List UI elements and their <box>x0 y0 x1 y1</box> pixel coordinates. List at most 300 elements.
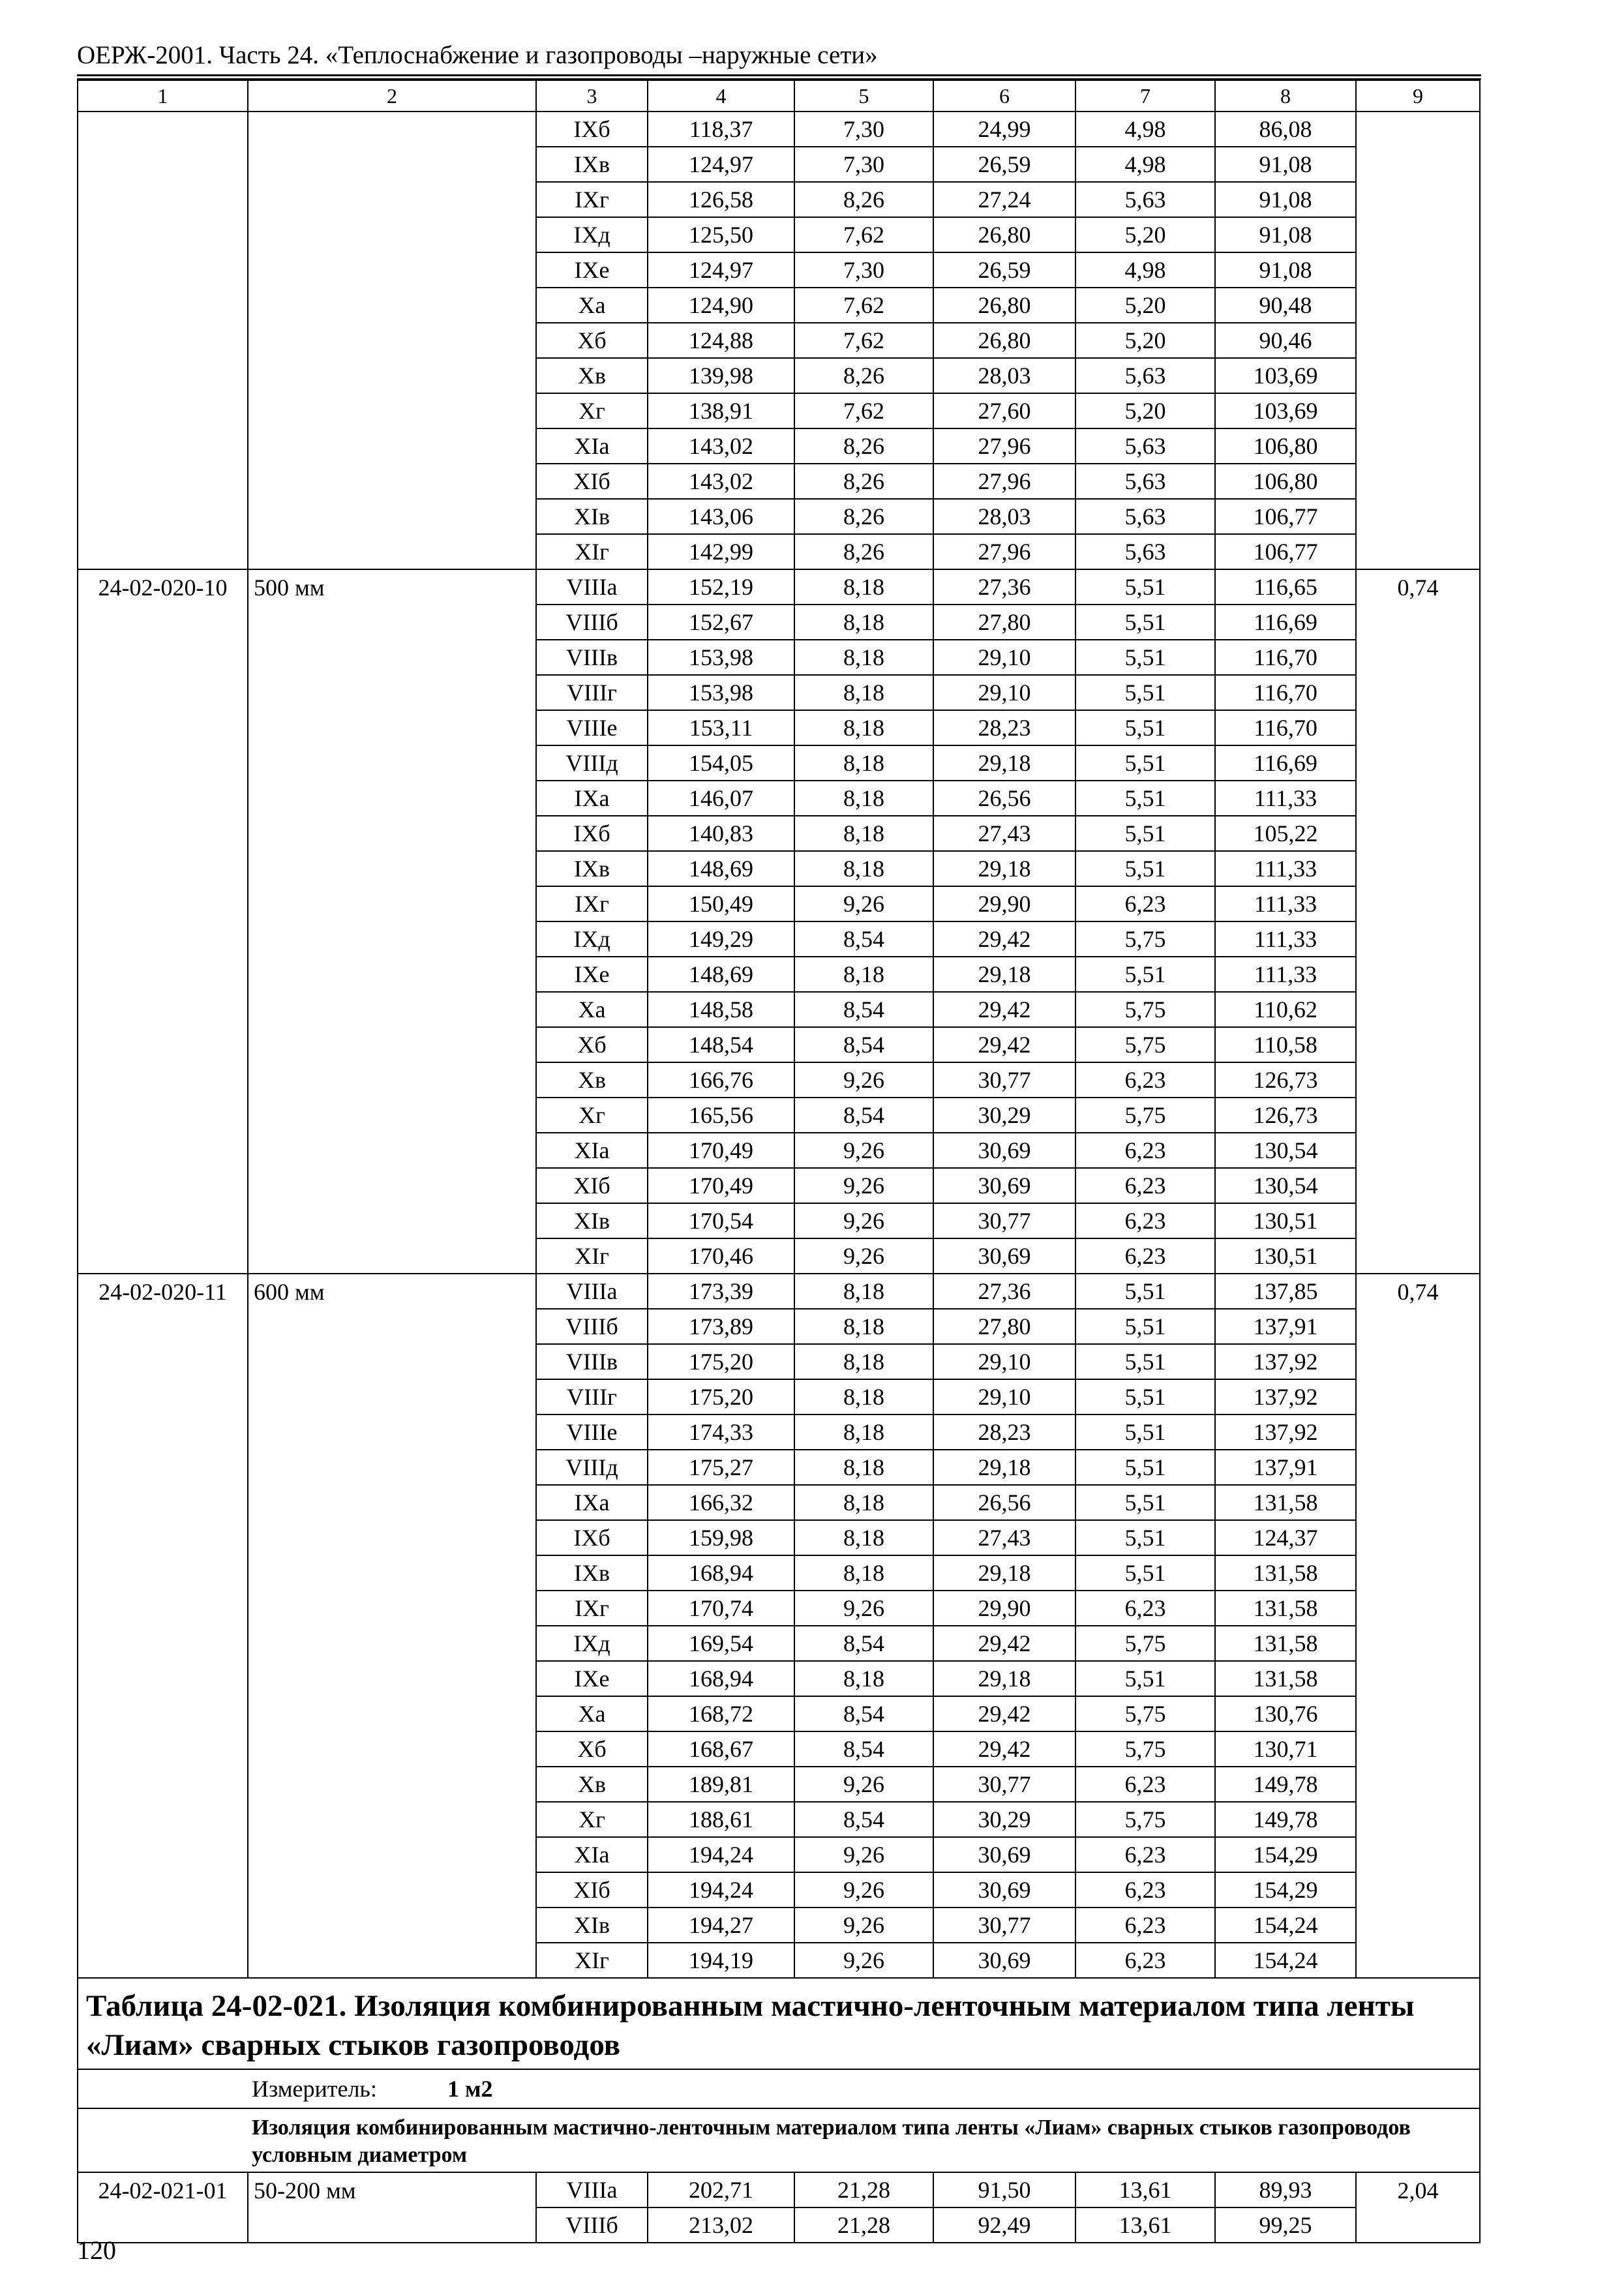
machinery-cell: 27,96 <box>933 464 1075 499</box>
wages-cell: 7,62 <box>794 323 933 358</box>
machinery-cell: 29,10 <box>933 1379 1075 1414</box>
materials-cell: 91,08 <box>1215 217 1356 252</box>
zone-cell: IXд <box>536 1626 648 1661</box>
rates-table-body <box>78 80 1480 2243</box>
machinery-cell: 29,42 <box>933 1626 1075 1661</box>
column-numbers-row <box>78 80 1480 112</box>
item-code-cell: 24-02-020-11 <box>78 1274 248 1978</box>
machinery-cell: 30,77 <box>933 1767 1075 1802</box>
wages-cell: 8,18 <box>794 1379 933 1414</box>
materials-cell: 111,33 <box>1215 921 1356 957</box>
materials-cell: 116,69 <box>1215 745 1356 781</box>
machinery-cell: 29,90 <box>933 886 1075 921</box>
materials-cell: 111,33 <box>1215 886 1356 921</box>
machinery-cell: 29,42 <box>933 1731 1075 1767</box>
materials-cell: 91,08 <box>1215 252 1356 288</box>
total-cost-cell: 194,27 <box>648 1908 794 1943</box>
zone-cell: Xa <box>536 288 648 323</box>
total-cost-cell: 166,76 <box>648 1062 794 1098</box>
norm-cell <box>1356 112 1480 569</box>
zone-cell: VIIIе <box>536 1414 648 1450</box>
zone-cell: Xa <box>536 992 648 1027</box>
total-cost-cell: 139,98 <box>648 358 794 393</box>
wages-cell: 9,26 <box>794 1908 933 1943</box>
wages-cell: 8,18 <box>794 1661 933 1696</box>
materials-cell: 137,92 <box>1215 1344 1356 1379</box>
total-cost-cell: 138,91 <box>648 393 794 428</box>
zone-cell: XIг <box>536 1943 648 1978</box>
materials-cell: 91,08 <box>1215 147 1356 182</box>
machinery-cell: 29,90 <box>933 1591 1075 1626</box>
zone-cell: VIIIд <box>536 745 648 781</box>
machinery-cell: 29,18 <box>933 851 1075 886</box>
measure-row <box>78 2069 1480 2108</box>
materials-cell: 137,85 <box>1215 1274 1356 1309</box>
wages-cell: 8,54 <box>794 1696 933 1731</box>
total-cost-cell: 124,88 <box>648 323 794 358</box>
machinery-cell: 28,03 <box>933 358 1075 393</box>
zone-cell: Xг <box>536 1802 648 1837</box>
operator-wages-cell: 5,51 <box>1075 1379 1215 1414</box>
total-cost-cell: 174,33 <box>648 1414 794 1450</box>
operator-wages-cell: 5,51 <box>1075 1555 1215 1591</box>
operator-wages-cell: 5,63 <box>1075 428 1215 464</box>
wages-cell: 8,54 <box>794 992 933 1027</box>
wages-cell: 8,18 <box>794 569 933 605</box>
wages-cell: 9,26 <box>794 1837 933 1872</box>
machinery-cell: 27,80 <box>933 605 1075 640</box>
materials-cell: 130,76 <box>1215 1696 1356 1731</box>
machinery-cell: 29,10 <box>933 675 1075 710</box>
total-cost-cell: 202,71 <box>648 2172 794 2207</box>
column-number: 3 <box>536 80 648 112</box>
section-title: Таблица 24-02-021. Изоляция комбинированным мастично-ленточным материалом типа ленты «Лиам» сварных стыков газопроводов <box>78 1978 1480 2069</box>
table-row <box>78 2172 1480 2207</box>
wages-cell: 8,18 <box>794 816 933 851</box>
diameter-cell <box>248 112 536 569</box>
materials-cell: 130,71 <box>1215 1731 1356 1767</box>
operator-wages-cell: 5,51 <box>1075 745 1215 781</box>
zone-cell: IXд <box>536 921 648 957</box>
materials-cell: 149,78 <box>1215 1767 1356 1802</box>
zone-cell: Xб <box>536 1731 648 1767</box>
machinery-cell: 27,60 <box>933 393 1075 428</box>
operator-wages-cell: 6,23 <box>1075 1767 1215 1802</box>
total-cost-cell: 140,83 <box>648 816 794 851</box>
wages-cell: 8,18 <box>794 957 933 992</box>
machinery-cell: 29,10 <box>933 640 1075 675</box>
total-cost-cell: 143,02 <box>648 464 794 499</box>
wages-cell: 8,54 <box>794 921 933 957</box>
total-cost-cell: 170,54 <box>648 1203 794 1238</box>
materials-cell: 137,91 <box>1215 1309 1356 1344</box>
wages-cell: 8,26 <box>794 182 933 217</box>
machinery-cell: 26,80 <box>933 288 1075 323</box>
materials-cell: 131,58 <box>1215 1591 1356 1626</box>
total-cost-cell: 168,94 <box>648 1661 794 1696</box>
wages-cell: 7,30 <box>794 147 933 182</box>
materials-cell: 124,37 <box>1215 1520 1356 1555</box>
total-cost-cell: 168,94 <box>648 1555 794 1591</box>
total-cost-cell: 194,24 <box>648 1872 794 1908</box>
zone-cell: IXг <box>536 182 648 217</box>
operator-wages-cell: 6,23 <box>1075 1133 1215 1168</box>
materials-cell: 90,48 <box>1215 288 1356 323</box>
operator-wages-cell: 5,51 <box>1075 640 1215 675</box>
materials-cell: 105,22 <box>1215 816 1356 851</box>
zone-cell: IXе <box>536 957 648 992</box>
zone-cell: XIa <box>536 428 648 464</box>
column-number: 5 <box>794 80 933 112</box>
total-cost-cell: 175,20 <box>648 1344 794 1379</box>
zone-cell: IXе <box>536 252 648 288</box>
total-cost-cell: 189,81 <box>648 1767 794 1802</box>
machinery-cell: 27,43 <box>933 1520 1075 1555</box>
machinery-cell: 30,29 <box>933 1098 1075 1133</box>
materials-cell: 106,80 <box>1215 464 1356 499</box>
total-cost-cell: 152,19 <box>648 569 794 605</box>
materials-cell: 110,58 <box>1215 1027 1356 1062</box>
wages-cell: 8,54 <box>794 1098 933 1133</box>
operator-wages-cell: 5,51 <box>1075 1414 1215 1450</box>
materials-cell: 103,69 <box>1215 393 1356 428</box>
total-cost-cell: 148,69 <box>648 851 794 886</box>
machinery-cell: 28,23 <box>933 1414 1075 1450</box>
zone-cell: XIв <box>536 1203 648 1238</box>
materials-cell: 130,54 <box>1215 1168 1356 1203</box>
column-number: 2 <box>248 80 536 112</box>
wages-cell: 8,26 <box>794 428 933 464</box>
zone-cell: Xб <box>536 323 648 358</box>
operator-wages-cell: 5,51 <box>1075 675 1215 710</box>
machinery-cell: 29,10 <box>933 1344 1075 1379</box>
wages-cell: 8,18 <box>794 640 933 675</box>
total-cost-cell: 168,72 <box>648 1696 794 1731</box>
total-cost-cell: 143,06 <box>648 499 794 534</box>
zone-cell: Xa <box>536 1696 648 1731</box>
total-cost-cell: 153,98 <box>648 640 794 675</box>
item-code-cell: 24-02-020-10 <box>78 569 248 1274</box>
machinery-cell: 29,18 <box>933 1450 1075 1485</box>
total-cost-cell: 148,58 <box>648 992 794 1027</box>
operator-wages-cell: 5,63 <box>1075 499 1215 534</box>
total-cost-cell: 175,20 <box>648 1379 794 1414</box>
materials-cell: 103,69 <box>1215 358 1356 393</box>
zone-cell: IXв <box>536 147 648 182</box>
wages-cell: 8,18 <box>794 1344 933 1379</box>
total-cost-cell: 124,97 <box>648 252 794 288</box>
zone-cell: IXв <box>536 1555 648 1591</box>
total-cost-cell: 170,46 <box>648 1238 794 1274</box>
zone-cell: Xг <box>536 393 648 428</box>
zone-cell: VIIIa <box>536 1274 648 1309</box>
table-row <box>78 569 1480 605</box>
materials-cell: 137,92 <box>1215 1414 1356 1450</box>
measure-label: Измеритель: <box>252 2076 377 2102</box>
wages-cell: 9,26 <box>794 1943 933 1978</box>
machinery-cell: 29,42 <box>933 1027 1075 1062</box>
total-cost-cell: 170,74 <box>648 1591 794 1626</box>
materials-cell: 130,51 <box>1215 1203 1356 1238</box>
materials-cell: 91,08 <box>1215 182 1356 217</box>
zone-cell: XIa <box>536 1837 648 1872</box>
total-cost-cell: 165,56 <box>648 1098 794 1133</box>
table-row <box>78 112 1480 147</box>
wages-cell: 8,18 <box>794 1450 933 1485</box>
operator-wages-cell: 4,98 <box>1075 112 1215 147</box>
zone-cell: VIIIa <box>536 569 648 605</box>
total-cost-cell: 125,50 <box>648 217 794 252</box>
zone-cell: XIв <box>536 499 648 534</box>
wages-cell: 21,28 <box>794 2207 933 2243</box>
zone-cell: VIIIб <box>536 1309 648 1344</box>
operator-wages-cell: 5,51 <box>1075 816 1215 851</box>
materials-cell: 106,80 <box>1215 428 1356 464</box>
operator-wages-cell: 6,23 <box>1075 1591 1215 1626</box>
wages-cell: 9,26 <box>794 1133 933 1168</box>
total-cost-cell: 150,49 <box>648 886 794 921</box>
wages-cell: 8,18 <box>794 781 933 816</box>
zone-cell: IXб <box>536 1520 648 1555</box>
materials-cell: 154,24 <box>1215 1943 1356 1978</box>
column-number: 8 <box>1215 80 1356 112</box>
operator-wages-cell: 13,61 <box>1075 2207 1215 2243</box>
wages-cell: 7,62 <box>794 393 933 428</box>
total-cost-cell: 170,49 <box>648 1133 794 1168</box>
operator-wages-cell: 6,23 <box>1075 1872 1215 1908</box>
operator-wages-cell: 5,75 <box>1075 1696 1215 1731</box>
zone-cell: XIa <box>536 1133 648 1168</box>
total-cost-cell: 166,32 <box>648 1485 794 1520</box>
wages-cell: 8,18 <box>794 1274 933 1309</box>
operator-wages-cell: 4,98 <box>1075 147 1215 182</box>
zone-cell: XIб <box>536 1168 648 1203</box>
operator-wages-cell: 6,23 <box>1075 1062 1215 1098</box>
wages-cell: 8,26 <box>794 358 933 393</box>
column-number: 4 <box>648 80 794 112</box>
zone-cell: VIIIб <box>536 2207 648 2243</box>
section-title-row <box>78 1978 1480 2069</box>
materials-cell: 86,08 <box>1215 112 1356 147</box>
operator-wages-cell: 5,51 <box>1075 605 1215 640</box>
zone-cell: VIIIб <box>536 605 648 640</box>
operator-wages-cell: 5,63 <box>1075 182 1215 217</box>
wages-cell: 8,26 <box>794 499 933 534</box>
total-cost-cell: 175,27 <box>648 1450 794 1485</box>
operator-wages-cell: 5,20 <box>1075 323 1215 358</box>
materials-cell: 106,77 <box>1215 534 1356 569</box>
diameter-cell: 50-200 мм <box>248 2172 536 2243</box>
machinery-cell: 26,56 <box>933 1485 1075 1520</box>
materials-cell: 137,92 <box>1215 1379 1356 1414</box>
zone-cell: IXa <box>536 1485 648 1520</box>
operator-wages-cell: 5,51 <box>1075 1661 1215 1696</box>
operator-wages-cell: 5,75 <box>1075 1731 1215 1767</box>
operator-wages-cell: 5,75 <box>1075 992 1215 1027</box>
wages-cell: 9,26 <box>794 1767 933 1802</box>
operator-wages-cell: 5,51 <box>1075 851 1215 886</box>
wages-cell: 8,54 <box>794 1802 933 1837</box>
machinery-cell: 26,59 <box>933 252 1075 288</box>
measure-cell <box>78 2069 1480 2108</box>
machinery-cell: 30,69 <box>933 1238 1075 1274</box>
zone-cell: VIIIг <box>536 1379 648 1414</box>
wages-cell: 8,18 <box>794 1414 933 1450</box>
operator-wages-cell: 5,20 <box>1075 288 1215 323</box>
wages-cell: 9,26 <box>794 1591 933 1626</box>
materials-cell: 116,70 <box>1215 710 1356 745</box>
zone-cell: Xв <box>536 1062 648 1098</box>
wages-cell: 8,54 <box>794 1731 933 1767</box>
total-cost-cell: 173,39 <box>648 1274 794 1309</box>
machinery-cell: 30,69 <box>933 1943 1075 1978</box>
materials-cell: 131,58 <box>1215 1555 1356 1591</box>
total-cost-cell: 188,61 <box>648 1802 794 1837</box>
machinery-cell: 27,96 <box>933 534 1075 569</box>
zone-cell: Xб <box>536 1027 648 1062</box>
wages-cell: 9,26 <box>794 1203 933 1238</box>
machinery-cell: 92,49 <box>933 2207 1075 2243</box>
materials-cell: 110,62 <box>1215 992 1356 1027</box>
machinery-cell: 26,59 <box>933 147 1075 182</box>
zone-cell: XIв <box>536 1908 648 1943</box>
zone-cell: VIIIв <box>536 1344 648 1379</box>
wages-cell: 8,26 <box>794 534 933 569</box>
total-cost-cell: 148,54 <box>648 1027 794 1062</box>
machinery-cell: 30,29 <box>933 1802 1075 1837</box>
operator-wages-cell: 5,51 <box>1075 1520 1215 1555</box>
materials-cell: 116,65 <box>1215 569 1356 605</box>
total-cost-cell: 153,98 <box>648 675 794 710</box>
operator-wages-cell: 6,23 <box>1075 1908 1215 1943</box>
total-cost-cell: 126,58 <box>648 182 794 217</box>
zone-cell: IXa <box>536 781 648 816</box>
total-cost-cell: 152,67 <box>648 605 794 640</box>
machinery-cell: 27,43 <box>933 816 1075 851</box>
section-description: Изоляция комбинированным мастично-ленточным материалом типа ленты «Лиам» сварных стыков газопроводов условным диаметром <box>78 2108 1480 2172</box>
machinery-cell: 29,18 <box>933 1555 1075 1591</box>
header-rule <box>77 74 1481 76</box>
zone-cell: IXе <box>536 1661 648 1696</box>
operator-wages-cell: 5,63 <box>1075 358 1215 393</box>
machinery-cell: 30,69 <box>933 1168 1075 1203</box>
column-number: 9 <box>1356 80 1480 112</box>
measure-value: 1 м2 <box>447 2076 493 2102</box>
page-header <box>77 39 1481 74</box>
zone-cell: Xв <box>536 1767 648 1802</box>
operator-wages-cell: 5,51 <box>1075 781 1215 816</box>
total-cost-cell: 142,99 <box>648 534 794 569</box>
operator-wages-cell: 5,63 <box>1075 534 1215 569</box>
operator-wages-cell: 5,51 <box>1075 1309 1215 1344</box>
machinery-cell: 29,18 <box>933 957 1075 992</box>
materials-cell: 130,54 <box>1215 1133 1356 1168</box>
wages-cell: 8,18 <box>794 710 933 745</box>
wages-cell: 9,26 <box>794 1872 933 1908</box>
wages-cell: 9,26 <box>794 1062 933 1098</box>
zone-cell: XIг <box>536 534 648 569</box>
operator-wages-cell: 5,75 <box>1075 921 1215 957</box>
machinery-cell: 26,80 <box>933 323 1075 358</box>
operator-wages-cell: 13,61 <box>1075 2172 1215 2207</box>
machinery-cell: 27,36 <box>933 1274 1075 1309</box>
operator-wages-cell: 5,51 <box>1075 1274 1215 1309</box>
total-cost-cell: 146,07 <box>648 781 794 816</box>
operator-wages-cell: 5,51 <box>1075 569 1215 605</box>
materials-cell: 111,33 <box>1215 781 1356 816</box>
zone-cell: IXг <box>536 886 648 921</box>
operator-wages-cell: 6,23 <box>1075 886 1215 921</box>
page-number: 120 <box>77 2236 116 2265</box>
machinery-cell: 29,18 <box>933 1661 1075 1696</box>
machinery-cell: 26,56 <box>933 781 1075 816</box>
total-cost-cell: 169,54 <box>648 1626 794 1661</box>
machinery-cell: 27,96 <box>933 428 1075 464</box>
item-code-cell <box>78 112 248 569</box>
materials-cell: 89,93 <box>1215 2172 1356 2207</box>
operator-wages-cell: 6,23 <box>1075 1168 1215 1203</box>
wages-cell: 8,18 <box>794 675 933 710</box>
operator-wages-cell: 6,23 <box>1075 1837 1215 1872</box>
machinery-cell: 30,77 <box>933 1203 1075 1238</box>
zone-cell: XIг <box>536 1238 648 1274</box>
total-cost-cell: 194,24 <box>648 1837 794 1872</box>
zone-cell: VIIIе <box>536 710 648 745</box>
materials-cell: 154,29 <box>1215 1837 1356 1872</box>
zone-cell: XIб <box>536 464 648 499</box>
zone-cell: VIIIв <box>536 640 648 675</box>
total-cost-cell: 173,89 <box>648 1309 794 1344</box>
materials-cell: 149,78 <box>1215 1802 1356 1837</box>
total-cost-cell: 118,37 <box>648 112 794 147</box>
wages-cell: 7,62 <box>794 288 933 323</box>
wages-cell: 7,30 <box>794 112 933 147</box>
norm-cell: 0,74 <box>1356 569 1480 1274</box>
norm-cell: 2,04 <box>1356 2172 1480 2243</box>
machinery-cell: 29,42 <box>933 992 1075 1027</box>
wages-cell: 8,18 <box>794 1485 933 1520</box>
wages-cell: 8,18 <box>794 1520 933 1555</box>
wages-cell: 8,54 <box>794 1626 933 1661</box>
materials-cell: 130,51 <box>1215 1238 1356 1274</box>
operator-wages-cell: 6,23 <box>1075 1943 1215 1978</box>
wages-cell: 9,26 <box>794 1238 933 1274</box>
total-cost-cell: 148,69 <box>648 957 794 992</box>
operator-wages-cell: 5,75 <box>1075 1626 1215 1661</box>
operator-wages-cell: 5,51 <box>1075 957 1215 992</box>
wages-cell: 8,26 <box>794 464 933 499</box>
operator-wages-cell: 5,75 <box>1075 1098 1215 1133</box>
operator-wages-cell: 5,20 <box>1075 217 1215 252</box>
materials-cell: 116,69 <box>1215 605 1356 640</box>
wages-cell: 9,26 <box>794 1168 933 1203</box>
materials-cell: 111,33 <box>1215 957 1356 992</box>
zone-cell: XIб <box>536 1872 648 1908</box>
item-code-cell: 24-02-021-01 <box>78 2172 248 2243</box>
wages-cell: 21,28 <box>794 2172 933 2207</box>
total-cost-cell: 149,29 <box>648 921 794 957</box>
operator-wages-cell: 5,51 <box>1075 710 1215 745</box>
machinery-cell: 27,24 <box>933 182 1075 217</box>
materials-cell: 116,70 <box>1215 640 1356 675</box>
operator-wages-cell: 6,23 <box>1075 1203 1215 1238</box>
machinery-cell: 28,03 <box>933 499 1075 534</box>
materials-cell: 131,58 <box>1215 1626 1356 1661</box>
machinery-cell: 24,99 <box>933 112 1075 147</box>
total-cost-cell: 124,90 <box>648 288 794 323</box>
machinery-cell: 30,69 <box>933 1837 1075 1872</box>
diameter-cell: 600 мм <box>248 1274 536 1978</box>
